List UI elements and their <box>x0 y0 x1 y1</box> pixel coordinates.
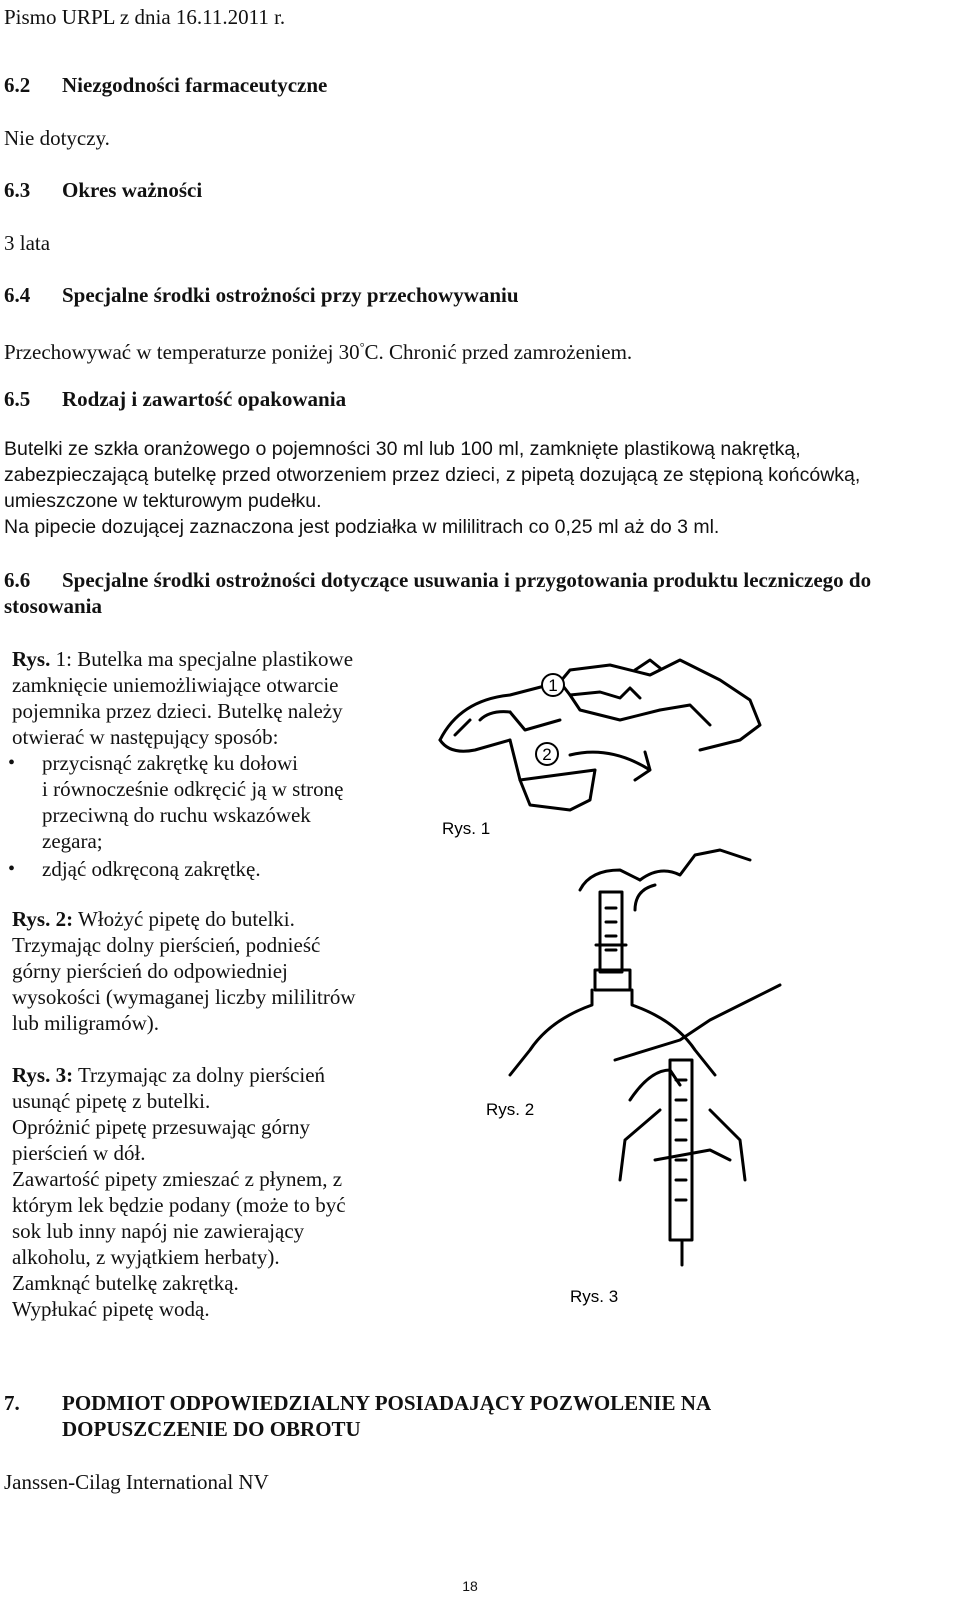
rys1-text-cont: Butelkę należy <box>211 699 343 723</box>
storage-text: Przechowywać w temperaturze poniżej 30 <box>4 340 360 364</box>
rys2-illustration <box>510 850 750 1075</box>
bullet-line: przeciwną do ruchu wskazówek <box>42 803 311 827</box>
rys3-text: Trzymając za dolny pierścień <box>73 1063 326 1087</box>
rys2-line-4: wysokości (wymaganej liczby mililitrów <box>12 985 356 1009</box>
bullet-icon: • <box>8 752 16 774</box>
page-number: 18 <box>462 1578 478 1594</box>
section-number: 6.5 <box>4 387 31 411</box>
section-title: PODMIOT ODPOWIEDZIALNY POSIADAJĄCY POZWOLENIE NA <box>62 1391 712 1415</box>
section-7-heading <box>4 1390 711 1416</box>
bullet-line: zegara; <box>42 829 103 853</box>
rys1-line-4: otwierać w następujący sposób: <box>12 725 279 749</box>
rys3-line: pierścień w dół. <box>12 1141 146 1165</box>
bottle-instructions-illustration <box>420 640 940 1330</box>
section-6-3-body: 3 lata <box>4 231 51 255</box>
header-title: Pismo URPL z dnia 16.11.2011 r. <box>4 5 286 29</box>
rys2-line-5: lub miligramów). <box>12 1011 159 1035</box>
bullet-line: i równocześnie odkręcić ją w stronę <box>42 777 344 801</box>
figure-label-rys1: Rys. 1 <box>442 819 491 838</box>
section-6-4-body <box>4 334 632 365</box>
rys3-line-1 <box>12 1062 325 1088</box>
step-1-text: 1 <box>548 676 558 695</box>
rys1-line-2: zamknięcie uniemożliwiające otwarcie <box>12 673 339 697</box>
section-6-5-line-3: umieszczone w tekturowym pudełku. <box>4 490 322 512</box>
section-6-5-heading <box>4 386 346 412</box>
rys1-label: Rys. <box>12 647 51 671</box>
degree-sign: ° <box>359 340 365 354</box>
section-title: Niezgodności farmaceutyczne <box>62 73 328 97</box>
section-6-6-heading-cont: stosowania <box>4 594 103 618</box>
rys2-label: Rys. 2: <box>12 907 74 931</box>
bullet-line: zdjąć odkręconą zakrętkę. <box>42 857 261 881</box>
section-6-5-line-2: zabezpieczającą butelkę przed otworzeniem przez dzieci, z pipetą dozującą ze stępioną końcówką, <box>4 464 861 486</box>
section-6-6-heading <box>4 567 871 593</box>
section-7-heading-cont: DOPUSZCZENIE DO OBROTU <box>62 1417 361 1441</box>
rys3-line: alkoholu, z wyjątkiem herbaty). <box>12 1245 280 1269</box>
rys1-line-1 <box>12 646 353 672</box>
rys1-num: 1 <box>50 647 67 671</box>
rys1-bullet-1 <box>0 750 420 860</box>
section-6-5-line-1: Butelki ze szkła oranżowego o pojemności 30 ml lub 100 ml, zamknięte plastikową nakrętką, <box>4 438 801 460</box>
bullet-line: przycisnąć zakrętkę ku dołowi <box>42 751 298 775</box>
rys3-line: Zamknąć butelkę zakrętką. <box>12 1271 239 1295</box>
section-number: 7. <box>4 1391 20 1415</box>
rys2-line-2: Trzymając dolny pierścień, podnieść <box>12 933 321 957</box>
rys3-label: Rys. 3: <box>12 1063 74 1087</box>
rys3-line: Zawartość pipety zmieszać z płynem, z <box>12 1167 343 1191</box>
step-2-text: 2 <box>542 745 552 764</box>
bullet-icon: • <box>8 858 16 880</box>
section-7-body: Janssen-Cilag International NV <box>4 1470 269 1494</box>
rys3-illustration <box>615 985 780 1265</box>
rys3-line: którym lek będzie podany (może to być <box>12 1193 346 1217</box>
section-title: Specjalne środki ostrożności dotyczące usuwania i przygotowania produktu leczniczego do <box>62 568 872 592</box>
rys1-bullet-2 <box>0 856 420 882</box>
section-number: 6.4 <box>4 283 31 307</box>
section-number: 6.2 <box>4 73 31 97</box>
section-title: Specjalne środki ostrożności przy przechowywaniu <box>62 283 519 307</box>
section-6-2-body: Nie dotyczy. <box>4 126 110 150</box>
section-6-4-heading <box>4 282 519 308</box>
figure-label-rys2: Rys. 2 <box>486 1100 535 1119</box>
rys2-text: Włożyć pipetę do butelki. <box>73 907 295 931</box>
rys1-line-3 <box>12 698 343 724</box>
section-6-2-heading <box>4 72 327 98</box>
rys2-line-1 <box>12 906 295 932</box>
rys3-line: Wypłukać pipetę wodą. <box>12 1297 210 1321</box>
rys2-line-3: górny pierścień do odpowiedniej <box>12 959 288 983</box>
section-title: Okres ważności <box>62 178 203 202</box>
rys3-line: usunąć pipetę z butelki. <box>12 1089 211 1113</box>
section-6-5-line-4: Na pipecie dozującej zaznaczona jest podziałka w mililitrach co 0,25 ml aż do 3 ml. <box>4 516 720 538</box>
section-number: 6.3 <box>4 178 31 202</box>
storage-text-end: C. Chronić przed zamrożeniem. <box>364 340 633 364</box>
rys1-illustration <box>440 660 760 810</box>
rys1-text: : Butelka ma specjalne plastikowe <box>66 647 354 671</box>
rys3-line: Opróżnić pipetę przesuwając górny <box>12 1115 310 1139</box>
rys3-line: sok lub inny napój nie zawierający <box>12 1219 305 1243</box>
section-6-3-heading <box>4 177 202 203</box>
rys1-text: pojemnika przez dzieci. <box>12 699 212 723</box>
figure-label-rys3: Rys. 3 <box>570 1287 619 1306</box>
section-title: Rodzaj i zawartość opakowania <box>62 387 347 411</box>
section-number: 6.6 <box>4 568 31 592</box>
